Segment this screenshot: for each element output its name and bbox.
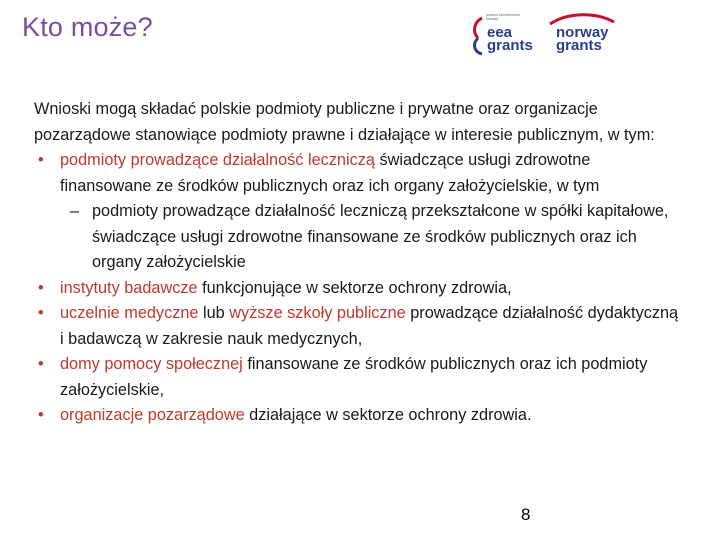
eea-countries-text: Iceland Liechtenstein Norway [486,13,520,22]
logo-group [470,10,620,56]
item-text: prowadzące działalność dydaktyczną i badawczą w zakresie nauk medycznych, [60,304,679,348]
highlight-text: instytuty badawcze [60,278,198,297]
sub-item-text: podmioty prowadzące działalność leczniczą przekształcone w spółki kapitałowe, świadczące usługi zdrowotne finansowane ze środków publicznych oraz ich organy założycielskie [92,202,669,271]
item-text: lub [198,304,230,322]
sub-list-item [60,199,684,276]
list-item [34,301,684,352]
item-text: działające w sektorze ochrony zdrowia. [244,406,532,424]
item-text: funkcjonujące w sektorze ochrony zdrowia, [197,278,512,297]
eea-grants-word: grants [487,37,533,54]
page-number: 8 [521,505,531,524]
highlight-text: wyższe szkoły publiczne [229,304,406,322]
content-body [34,97,684,429]
norway-word: norway [556,24,609,41]
eea-grants-logo-icon [470,14,486,60]
list-item [34,352,684,403]
bullet-icon: • [38,151,44,169]
list-item [34,148,684,276]
bullet-icon: • [38,406,44,424]
eea-word: eea [487,24,513,41]
bullet-icon: • [38,304,44,322]
slide-title: Kto może? [22,12,153,42]
list-item [34,403,684,429]
eligibility-list [34,148,684,429]
highlight-text: organizacje pozarządowe [60,406,245,424]
list-item [34,276,684,302]
intro-paragraph: Wnioski mogą składać polskie podmioty publiczne i prywatne oraz organizacje pozarządowe stanowiące podmioty prawne i działające w interesie publicznym, w tym: [34,100,655,144]
highlight-text: domy pomocy społecznej [60,355,243,373]
bullet-icon: • [38,278,44,297]
sub-list [60,199,684,276]
highlight-text: podmioty prowadzące działalność leczniczą [60,151,375,169]
item-text: świadczące usługi zdrowotne finansowane ze środków publicznych oraz ich organy założycielskie, w tym [60,151,600,195]
dash-icon: – [70,202,80,220]
norway-grants-word: grants [556,37,602,54]
highlight-text: uczelnie medyczne [60,304,199,322]
bullet-icon: • [38,355,44,373]
item-text: finansowane ze środków publicznych oraz ich podmioty założycielskie, [60,355,648,399]
